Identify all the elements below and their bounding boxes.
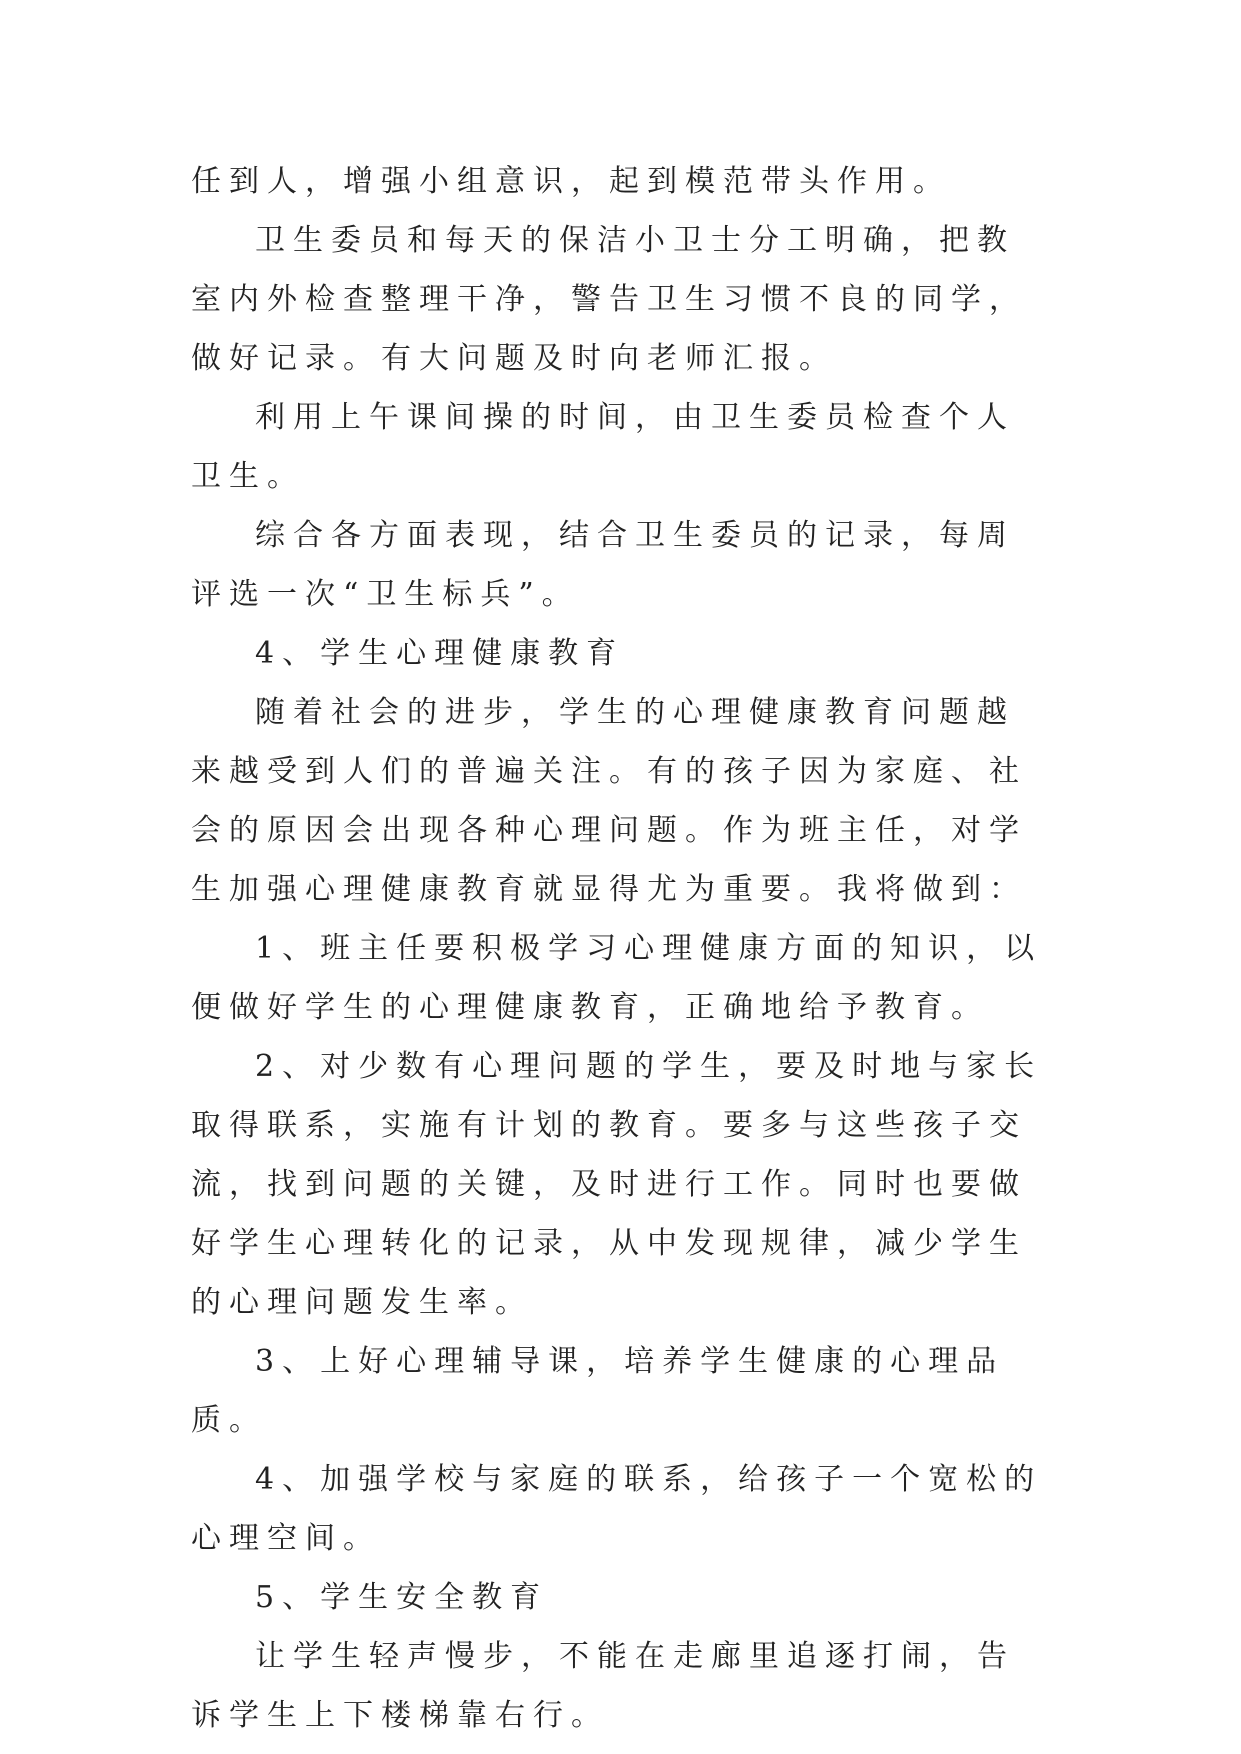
paragraph-hygiene-model-selection: 综合各方面表现，结合卫生委员的记录，每周评选一次“卫生标兵”。 xyxy=(191,518,1015,612)
list-item-2: 2、对少数有心理问题的学生，要及时地与家长取得联系，实施有计划的教育。要多与这些孩子交流，找到问题的关键，及时进行工作。同时也要做好学生心理转化的记录，从中发现规律，减少学生的心理问题发生率。 xyxy=(191,1049,1043,1320)
list-item-3: 3、上好心理辅导课，培养学生健康的心理品质。 xyxy=(191,1344,1005,1438)
section-heading-safety: 5、学生安全教育 xyxy=(255,1580,549,1615)
paragraph-safety: 让学生轻声慢步，不能在走廊里追逐打闹，告诉学生上下楼梯靠右行。 xyxy=(191,1639,1015,1733)
section-heading-mental-health: 4、学生心理健康教育 xyxy=(255,636,625,671)
list-item-4: 4、加强学校与家庭的联系，给孩子一个宽松的心理空间。 xyxy=(191,1462,1043,1556)
paragraph-continued: 任到人，增强小组意识，起到模范带头作用。 xyxy=(191,164,951,199)
paragraph-mental-health-intro: 随着社会的进步，学生的心理健康教育问题越来越受到人们的普遍关注。有的孩子因为家庭、社会的原因会出现各种心理问题。作为班主任，对学生加强心理健康教育就显得尤为重要。我将做到： xyxy=(191,695,1027,907)
paragraph-hygiene-committee: 卫生委员和每天的保洁小卫士分工明确，把教室内外检查整理干净，警告卫生习惯不良的同学，做好记录。有大问题及时向老师汇报。 xyxy=(191,223,1027,376)
document-body xyxy=(191,152,1051,1745)
list-item-1: 1、班主任要积极学习心理健康方面的知识，以便做好学生的心理健康教育，正确地给予教育。 xyxy=(191,931,1043,1025)
paragraph-personal-hygiene-check: 利用上午课间操的时间，由卫生委员检查个人卫生。 xyxy=(191,400,1015,494)
